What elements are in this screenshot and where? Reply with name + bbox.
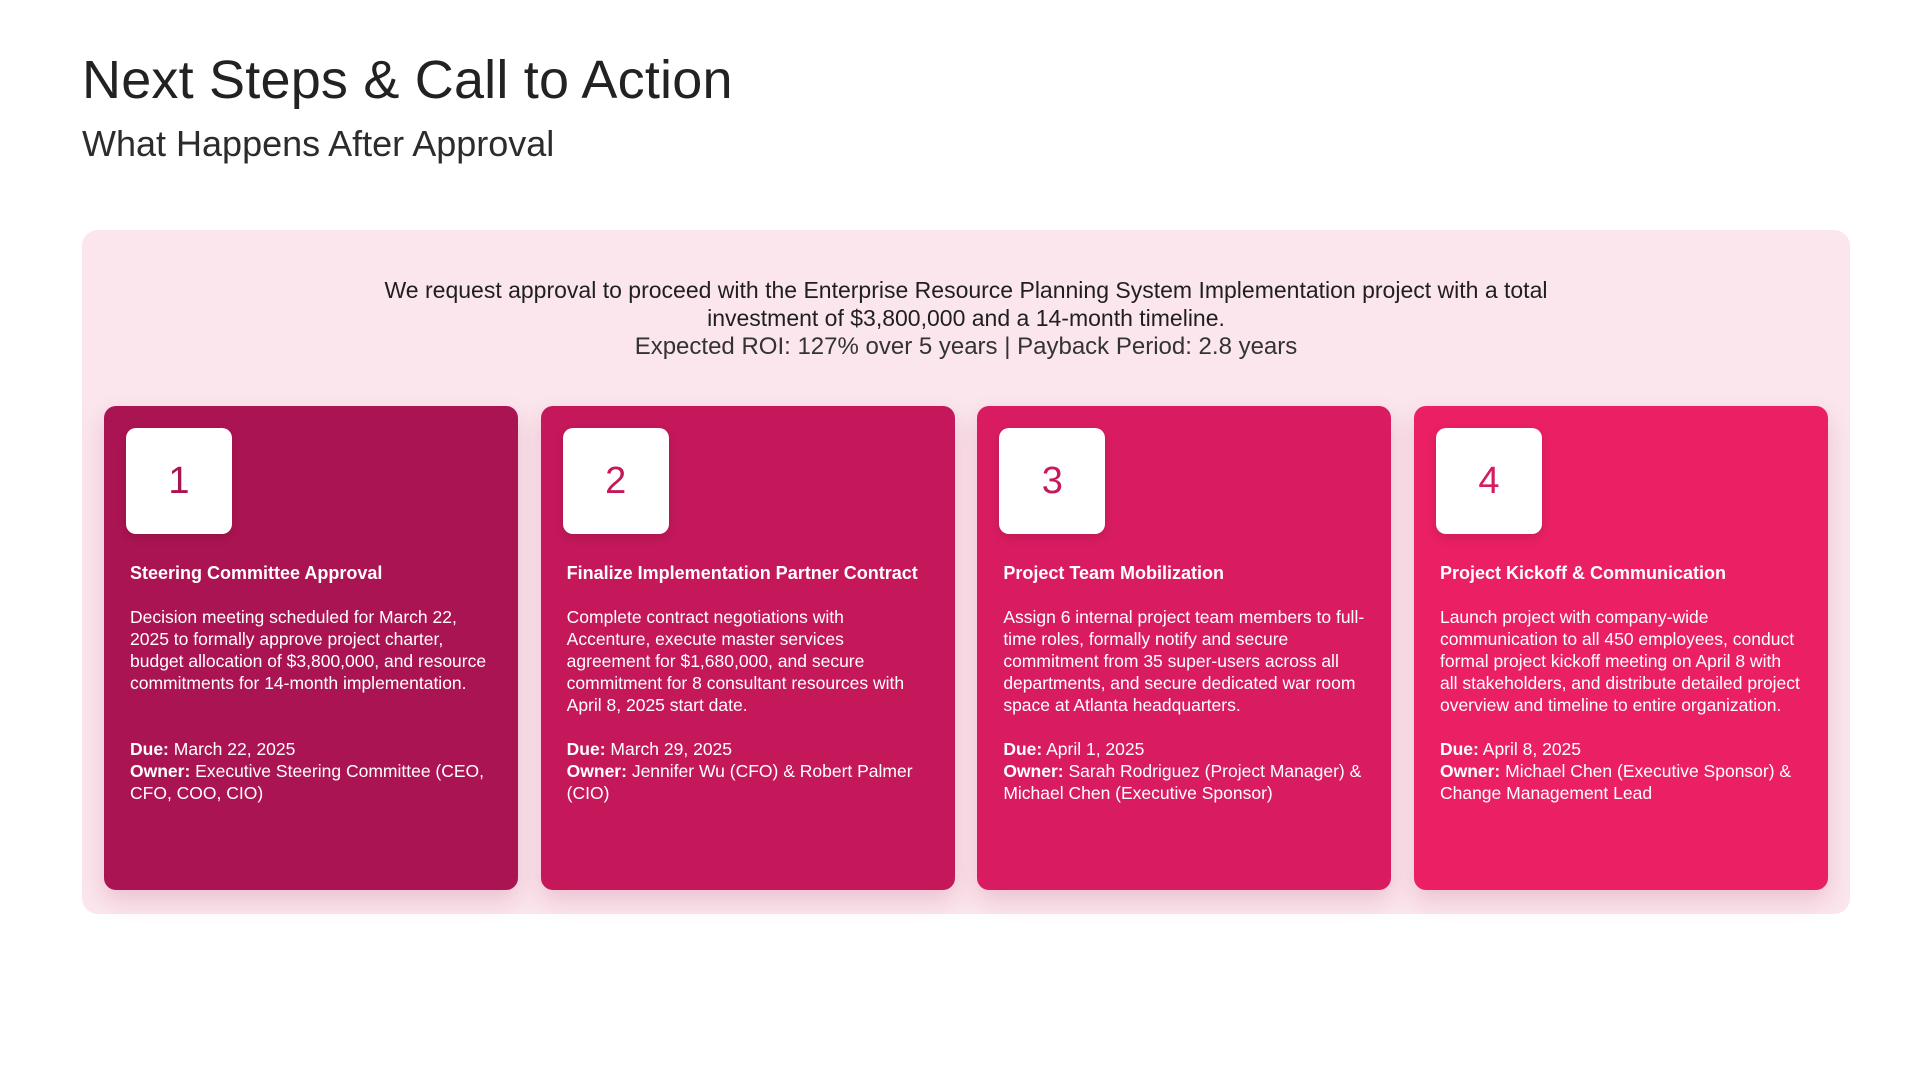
step-card-4: [1414, 406, 1828, 890]
step-number-badge: [1436, 428, 1542, 534]
approval-request: [82, 276, 1850, 362]
step-number: 3: [1041, 459, 1063, 502]
step-title: Project Kickoff & Communication: [1439, 563, 1726, 583]
step-card-2: [541, 406, 955, 890]
page-title: Next Steps & Call to Action: [82, 50, 733, 110]
owner-label: Owner:: [1003, 761, 1064, 781]
due-label: Due:: [1003, 739, 1043, 759]
approval-request-text: We request approval to proceed with the Enterprise Resource Planning System Implementation project with a total investment of $3,800,000 and a 14-month timeline.: [384, 277, 1548, 331]
due-label: Due:: [1439, 739, 1479, 759]
owner-name: Sarah Rodriguez (Project Manager) & Michael Chen (Executive Sponsor): [1003, 761, 1362, 803]
step-owner: [563, 760, 937, 804]
step-owner: [999, 760, 1373, 804]
step-due: [126, 738, 500, 760]
due-label: Due:: [566, 739, 606, 759]
owner-label: Owner:: [130, 761, 191, 781]
step-due: [999, 738, 1373, 760]
step-due: [563, 738, 937, 760]
steps-list: [104, 406, 1828, 890]
step-owner: [1436, 760, 1810, 804]
step-owner: [126, 760, 500, 804]
step-number: 1: [168, 459, 190, 502]
due-label: Due:: [130, 739, 169, 759]
due-date: March 22, 2025: [173, 739, 296, 759]
owner-name: Executive Steering Committee (CEO, CFO, COO, CIO): [130, 761, 485, 803]
step-due: [1436, 738, 1810, 760]
step-number: 4: [1478, 459, 1500, 502]
step-number-badge: [563, 428, 669, 534]
page-subtitle: What Happens After Approval: [82, 123, 555, 164]
step-description: Complete contract negotiations with Accenture, execute master services agreement for $1,680,000, and secure commitment for 8 consultant resources with April 8, 2025 start date.: [566, 607, 905, 715]
owner-label: Owner:: [1439, 761, 1501, 781]
due-date: March 29, 2025: [610, 739, 733, 759]
owner-label: Owner:: [566, 761, 627, 781]
step-number-badge: [999, 428, 1105, 534]
approval-panel: [82, 230, 1850, 914]
due-date: April 8, 2025: [1482, 739, 1582, 759]
step-card-3: [977, 406, 1391, 890]
step-title: Project Team Mobilization: [1003, 563, 1225, 583]
step-card-1: [104, 406, 518, 890]
step-description: Decision meeting scheduled for March 22, 2025 to formally approve project charter, budget allocation of $3,800,000, and resource commitments for 14-month implementation.: [130, 607, 487, 693]
step-number-badge: [126, 428, 232, 534]
step-description: Assign 6 internal project team members to full-time roles, formally notify and secure commitment from 35 super-users across all departments, and secure dedicated war room space at Atlanta headquarters.: [1003, 607, 1365, 715]
step-title: Steering Committee Approval: [130, 563, 383, 583]
owner-name: Jennifer Wu (CFO) & Robert Palmer (CIO): [566, 761, 913, 803]
due-date: April 1, 2025: [1046, 739, 1145, 759]
header: [82, 48, 733, 168]
roi-summary: Expected ROI: 127% over 5 years | Payback Period: 2.8 years: [634, 333, 1298, 360]
step-description: Launch project with company-wide communication to all 450 employees, conduct formal project kickoff meeting on April 8 with all stakeholders, and distribute detailed project overview and timeline to entire organization.: [1439, 607, 1800, 715]
owner-name: Michael Chen (Executive Sponsor) & Change Management Lead: [1439, 761, 1792, 803]
step-title: Finalize Implementation Partner Contract: [566, 563, 918, 583]
step-number: 2: [605, 459, 627, 502]
